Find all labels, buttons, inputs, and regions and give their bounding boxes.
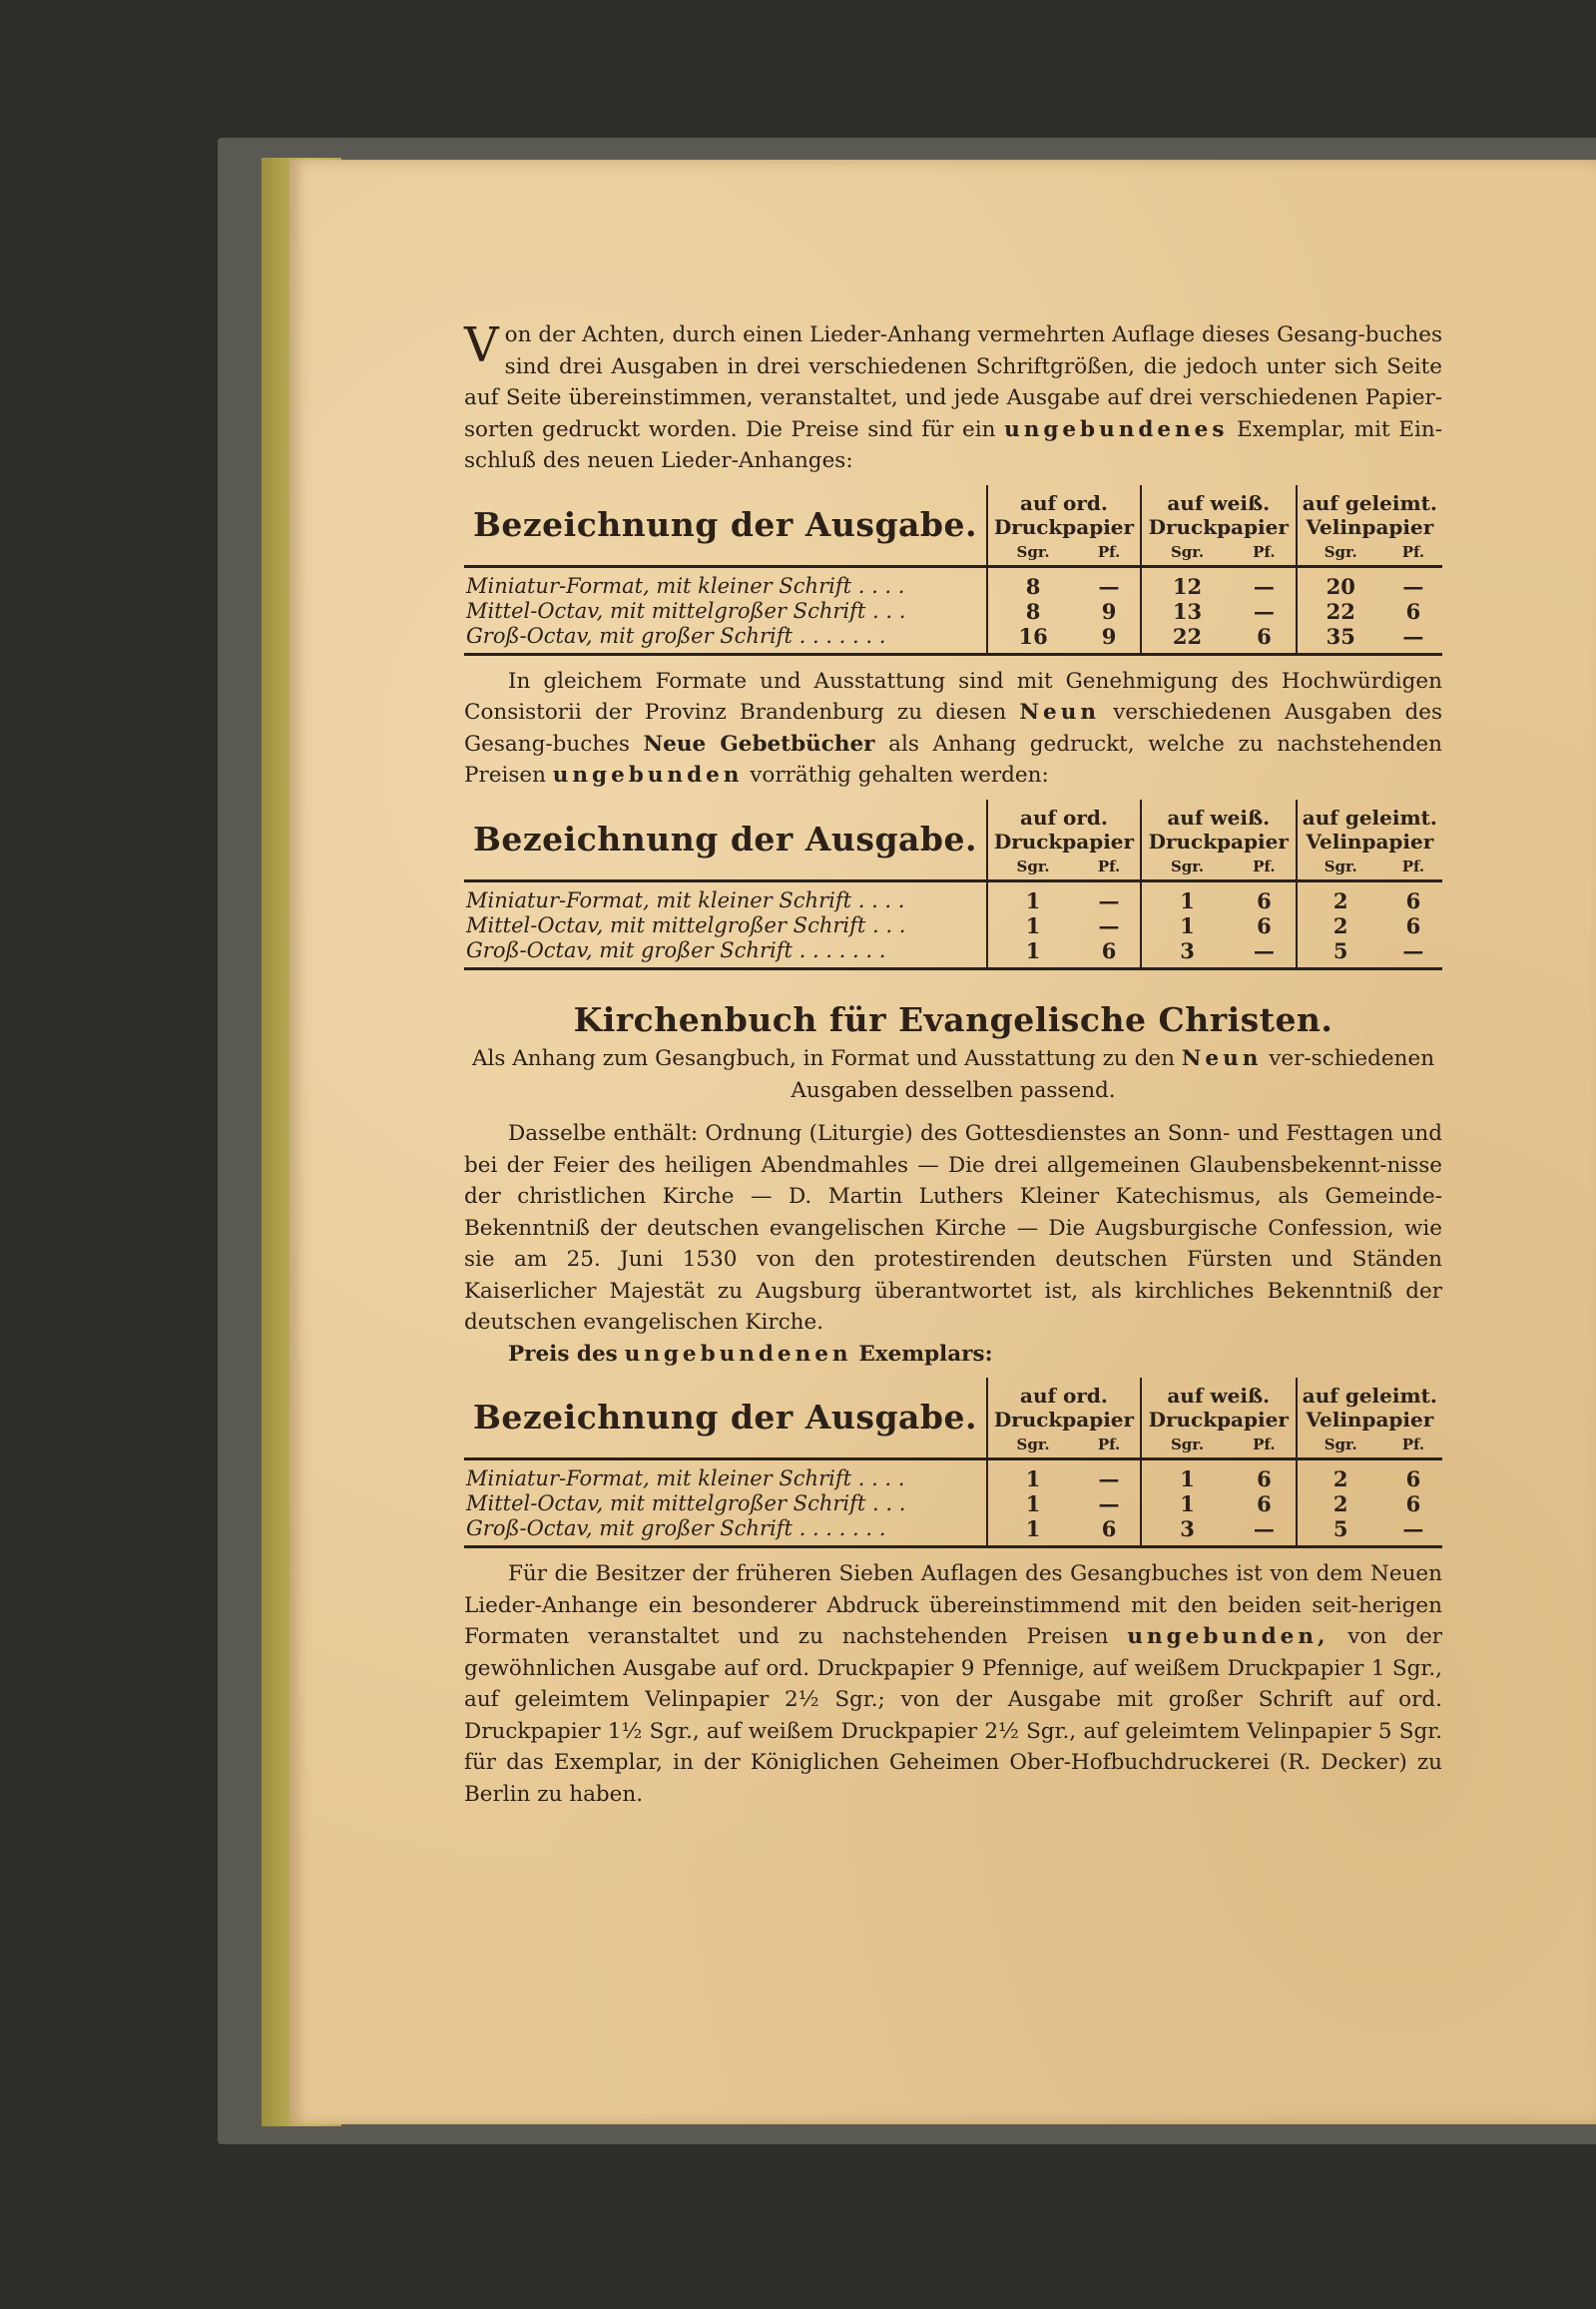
table-3-body — [464, 1459, 1442, 1547]
price-cell: — — [1098, 1491, 1120, 1516]
price-cell: 6 — [1257, 623, 1272, 649]
price-cell: 2 — [1297, 1459, 1384, 1492]
unit-label: Sgr. — [987, 854, 1078, 881]
unit-label: Sgr. — [987, 539, 1078, 567]
price-cell: 1 — [987, 1516, 1078, 1547]
price-cell: 6 — [1257, 912, 1272, 938]
price-cell: 5 — [1297, 1516, 1384, 1547]
section-subtitle: Als Anhang zum Gesangbuch, in Format und Ausstattung zu den Neun ver-schiedenen Ausgaben desselben passend. — [471, 1046, 1435, 1103]
price-cell: 2 — [1297, 1491, 1384, 1516]
table-row — [464, 880, 1442, 913]
edition-label: Groß-Octav, mit großer Schrift . . . . . . . — [466, 1516, 886, 1540]
table-row — [464, 938, 1442, 969]
edition-label: Groß-Octav, mit großer Schrift . . . . . . . — [466, 623, 886, 648]
col-header-velin: auf geleimt. Velinpapier — [1297, 1378, 1442, 1432]
unit-label: Sgr. — [1297, 854, 1384, 881]
price-cell: — — [1098, 912, 1120, 938]
table-row — [464, 913, 1442, 938]
col-header-weiss: auf weiß. Druckpapier — [1141, 1378, 1297, 1432]
price-cell: 9 — [1101, 623, 1117, 649]
price-cell: 6 — [1101, 937, 1117, 963]
price-cell: 1 — [1141, 913, 1233, 938]
price-cell: 5 — [1297, 938, 1384, 969]
unit-label: Pf. — [1233, 1432, 1296, 1459]
intro-paragraph: Von der Achten, durch einen Lieder-Anhang vermehrten Auflage dieses Gesang-buches sind drei Ausgaben in drei verschiedenen Schriftgrößen, die jedoch unter sich Seite auf Seite übereinstimmen, veranstaltet, und jede Ausgabe auf drei verschiedenen Papier-sorten gedruckt worden. Die Preise sind für ein ungebundenes Exemplar, mit Ein-schluß des neuen Lieder-Anhanges: — [464, 317, 1442, 473]
price-cell: 6 — [1405, 1466, 1421, 1491]
price-cell: 6 — [1257, 887, 1272, 913]
unit-label: Sgr. — [1297, 1432, 1384, 1459]
price-cell: 22 — [1297, 599, 1384, 624]
unit-label: Sgr. — [1141, 854, 1233, 881]
edition-label: Mittel-Octav, mit mittelgroßer Schrift . . . — [466, 912, 906, 937]
price-cell: — — [1253, 937, 1275, 963]
unit-label: Pf. — [1078, 854, 1141, 881]
unit-label: Sgr. — [1141, 539, 1233, 567]
drop-cap: V — [464, 317, 499, 373]
table-2-body — [464, 880, 1442, 968]
unit-label: Sgr. — [1141, 1432, 1233, 1459]
table-header-desc: Bezeichnung der Ausgabe. — [464, 485, 987, 567]
table-1-body — [464, 566, 1442, 654]
edition-label: Miniatur-Format, mit kleiner Schrift . . . . — [466, 1466, 905, 1490]
price-cell: 1 — [987, 913, 1078, 938]
price-cell: 13 — [1141, 599, 1233, 624]
price-table-3 — [464, 1378, 1442, 1548]
col-header-weiss: auf weiß. Druckpapier — [1141, 800, 1297, 854]
edition-label: Miniatur-Format, mit kleiner Schrift . . . . — [466, 573, 905, 598]
unit-label: Pf. — [1233, 539, 1296, 567]
unit-label: Pf. — [1384, 539, 1442, 567]
price-cell: — — [1402, 937, 1424, 963]
price-cell: 12 — [1141, 566, 1233, 599]
price-line: Preis des ungebundenen Exemplars: — [508, 1341, 993, 1367]
kirchenbuch-paragraph: Dasselbe enthält: Ordnung (Liturgie) des Gottesdienstes an Sonn- und Festtagen und bei der Feier des heiligen Abendmahles — Die drei allgemeinen Glaubensbekennt-nisse der christlichen Kirche — D. Martin Luthers Kleiner Katechismus, als Gemeinde-Bekenntniß der deutschen evangelischen Kirche — Die Augsburgische Confession, wie sie am 25. Juni 1530 von den protestirenden deutschen Fürsten und Ständen Kaiserlicher Majestät zu Augsburg überantwortet ist, als kirchliches Bekenntniß der deutschen evangelischen Kirche. — [464, 1121, 1442, 1335]
price-cell: — — [1098, 887, 1120, 913]
col-header-velin: auf geleimt. Velinpapier — [1297, 485, 1442, 539]
price-cell: 1 — [1141, 1459, 1233, 1492]
price-cell: 8 — [987, 599, 1078, 624]
price-cell: 9 — [1101, 598, 1117, 624]
price-cell: — — [1098, 573, 1120, 599]
table-row — [464, 1459, 1442, 1492]
price-cell: — — [1402, 573, 1424, 599]
price-table-1 — [464, 485, 1442, 656]
unit-label: Pf. — [1078, 539, 1141, 567]
col-header-weiss: auf weiß. Druckpapier — [1141, 485, 1297, 539]
unit-label: Pf. — [1233, 854, 1296, 881]
section-title: Kirchenbuch für Evangelische Christen. — [573, 999, 1333, 1039]
price-cell: 1 — [987, 1491, 1078, 1516]
edition-label: Mittel-Octav, mit mittelgroßer Schrift . . . — [466, 1491, 906, 1515]
table-row — [464, 599, 1442, 624]
table-row — [464, 1491, 1442, 1516]
col-header-velin: auf geleimt. Velinpapier — [1297, 800, 1442, 854]
price-cell: 3 — [1141, 938, 1233, 969]
price-cell: 8 — [987, 566, 1078, 599]
edition-label: Mittel-Octav, mit mittelgroßer Schrift . . . — [466, 598, 906, 623]
table-row — [464, 1516, 1442, 1547]
price-cell: 20 — [1297, 566, 1384, 599]
price-cell: 22 — [1141, 624, 1233, 655]
table-header-desc: Bezeichnung der Ausgabe. — [464, 800, 987, 881]
page-content — [464, 319, 1442, 1810]
table-row — [464, 624, 1442, 655]
price-cell: 6 — [1257, 1491, 1272, 1516]
price-cell: 6 — [1405, 598, 1421, 624]
price-cell: 6 — [1405, 1491, 1421, 1516]
table-header-desc: Bezeichnung der Ausgabe. — [464, 1378, 987, 1459]
price-cell: 1 — [987, 938, 1078, 969]
unit-label: Sgr. — [1297, 539, 1384, 567]
price-cell: 6 — [1257, 1466, 1272, 1491]
price-cell: — — [1402, 623, 1424, 649]
price-table-2 — [464, 800, 1442, 970]
price-cell: 3 — [1141, 1516, 1233, 1547]
price-cell: 16 — [987, 624, 1078, 655]
price-cell: — — [1253, 1516, 1275, 1541]
price-cell: 1 — [1141, 880, 1233, 913]
unit-label: Sgr. — [987, 1432, 1078, 1459]
price-cell: 1 — [987, 1459, 1078, 1492]
price-cell: — — [1098, 1466, 1120, 1491]
price-cell: — — [1253, 573, 1275, 599]
price-cell: 6 — [1101, 1516, 1117, 1541]
gebetbuch-paragraph: In gleichem Formate und Ausstattung sind mit Genehmigung des Hochwürdigen Consistorii der Provinz Brandenburg zu diesen Neun verschiedenen Ausgaben des Gesang-buches Neue Gebetbücher als Anhang gedruckt, welche zu nachstehenden Preisen ungebunden vorräthig gehalten werden: — [464, 668, 1442, 788]
unit-label: Pf. — [1384, 854, 1442, 881]
price-cell: — — [1253, 598, 1275, 624]
table-row — [464, 566, 1442, 599]
edition-label: Groß-Octav, mit großer Schrift . . . . . . . — [466, 937, 886, 962]
col-header-ord: auf ord. Druckpapier — [987, 800, 1141, 854]
price-cell: 1 — [987, 880, 1078, 913]
col-header-ord: auf ord. Druckpapier — [987, 485, 1141, 539]
price-cell: 6 — [1405, 912, 1421, 938]
edition-label: Miniatur-Format, mit kleiner Schrift . . . . — [466, 887, 905, 912]
col-header-ord: auf ord. Druckpapier — [987, 1378, 1141, 1432]
closing-paragraph: Für die Besitzer der früheren Sieben Auflagen des Gesangbuches ist von dem Neuen Lieder-Anhange ein besonderer Abdruck übereinstimmend mit den beiden seit-herigen Formaten veranstaltet und zu nachstehenden Preisen ungebunden, von der gewöhnlichen Ausgabe auf ord. Druckpapier 9 Pfennige, auf weißem Druckpapier 1 Sgr., auf geleimtem Velinpapier 2½ Sgr.; von der Ausgabe mit großer Schrift auf ord. Druckpapier 1½ Sgr., auf weißem Druckpapier 2½ Sgr., auf geleimtem Velinpapier 5 Sgr. für das Exemplar, in der Königlichen Geheimen Ober-Hofbuchdruckerei (R. Decker) zu Berlin zu haben. — [464, 1561, 1442, 1807]
price-cell: 6 — [1405, 887, 1421, 913]
price-cell: 35 — [1297, 624, 1384, 655]
price-cell: — — [1402, 1516, 1424, 1541]
unit-label: Pf. — [1078, 1432, 1141, 1459]
price-cell: 1 — [1141, 1491, 1233, 1516]
price-cell: 2 — [1297, 880, 1384, 913]
unit-label: Pf. — [1384, 1432, 1442, 1459]
price-cell: 2 — [1297, 913, 1384, 938]
